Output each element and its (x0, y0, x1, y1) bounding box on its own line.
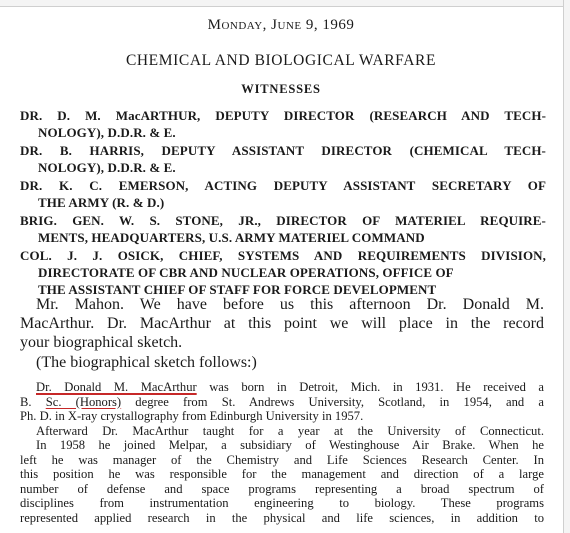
viewer-right-border (563, 0, 570, 533)
bio-line: number of defense and space programs representing a broad spectrum of (20, 481, 544, 496)
bio-note: (The biographical sketch follows:) (36, 354, 257, 371)
statement-line: Mr. Mahon. We have before us this afternoon Dr. Donald M. (36, 296, 544, 313)
document-page (0, 6, 562, 533)
witness-line: DR. K. C. EMERSON, ACTING DEPUTY ASSISTANT SECRETARY OF (20, 178, 546, 193)
statement-line: MacArthur. Dr. MacArthur at this point we will place in the record (20, 315, 544, 332)
bio-line: In 1958 he joined Melpar, a subsidiary of Westinghouse Air Brake. When he (36, 438, 544, 452)
witness-line: NOLOGY), D.D.R. & E. (38, 125, 176, 140)
witness-entry (20, 107, 546, 141)
witness-line: DR. D. M. MacARTHUR, DEPUTY DIRECTOR (RESEARCH AND TECH- (20, 108, 546, 123)
witness-line: NOLOGY), D.D.R. & E. (38, 160, 176, 175)
witness-line: BRIG. GEN. W. S. STONE, JR., DIRECTOR OF MATERIEL REQUIRE- (20, 213, 546, 228)
witness-entry (20, 247, 546, 298)
witness-entry (20, 142, 546, 176)
hearing-date: Monday, June 9, 1969 (207, 17, 355, 33)
bio-line: Ph. D. in X-ray crystallography from Edinburgh University in 1957. (20, 409, 364, 423)
witnesses-heading: WITNESSES (241, 82, 321, 96)
bio-line: Dr. Donald M. MacArthur was born in Detroit, Mich. in 1931. He received a (36, 380, 544, 394)
statement-line: your biographical sketch. (20, 334, 183, 351)
bio-line: B. Sc. (Honors) degree from St. Andrews University, Scotland, in 1954, and a (20, 394, 544, 409)
witness-line: DIRECTORATE OF CBR AND NUCLEAR OPERATIONS, OFFICE OF (38, 265, 454, 280)
bio-line: left he was manager of the Chemistry and Life Sciences Research Center. In (20, 452, 544, 467)
bio-line: disciplines from instrumentation engineering to biology. These programs (20, 496, 544, 510)
bio-line: Afterward Dr. MacArthur taught for a year at the University of Connecticut. (36, 423, 544, 438)
witness-line: MENTS, HEADQUARTERS, U.S. ARMY MATERIEL COMMAND (38, 230, 425, 245)
witness-line: DR. B. HARRIS, DEPUTY ASSISTANT DIRECTOR (CHEMICAL TECH- (20, 143, 546, 158)
witness-line: COL. J. J. OSICK, CHIEF, SYSTEMS AND REQUIREMENTS DIVISION, (20, 248, 546, 263)
witness-entry (20, 212, 546, 246)
witness-entry (20, 177, 546, 211)
witness-list (20, 107, 546, 299)
bio-line: this position he was responsible for the management and direction of a large (20, 467, 544, 481)
bio-line: represented applied research in the physical and life sciences, in addition to (20, 510, 544, 525)
biographical-sketch (20, 380, 544, 525)
bio-degree-highlight: Sc. (Honors) (45, 394, 122, 409)
bio-name-highlight: Dr. Donald M. MacArthur (36, 380, 197, 394)
statement-paragraph (20, 295, 544, 352)
witness-line: THE ASSISTANT CHIEF OF STAFF FOR FORCE DEVELOPMENT (38, 282, 437, 297)
hearing-title: CHEMICAL AND BIOLOGICAL WARFARE (125, 52, 437, 69)
witness-line: THE ARMY (R. & D.) (38, 195, 165, 210)
